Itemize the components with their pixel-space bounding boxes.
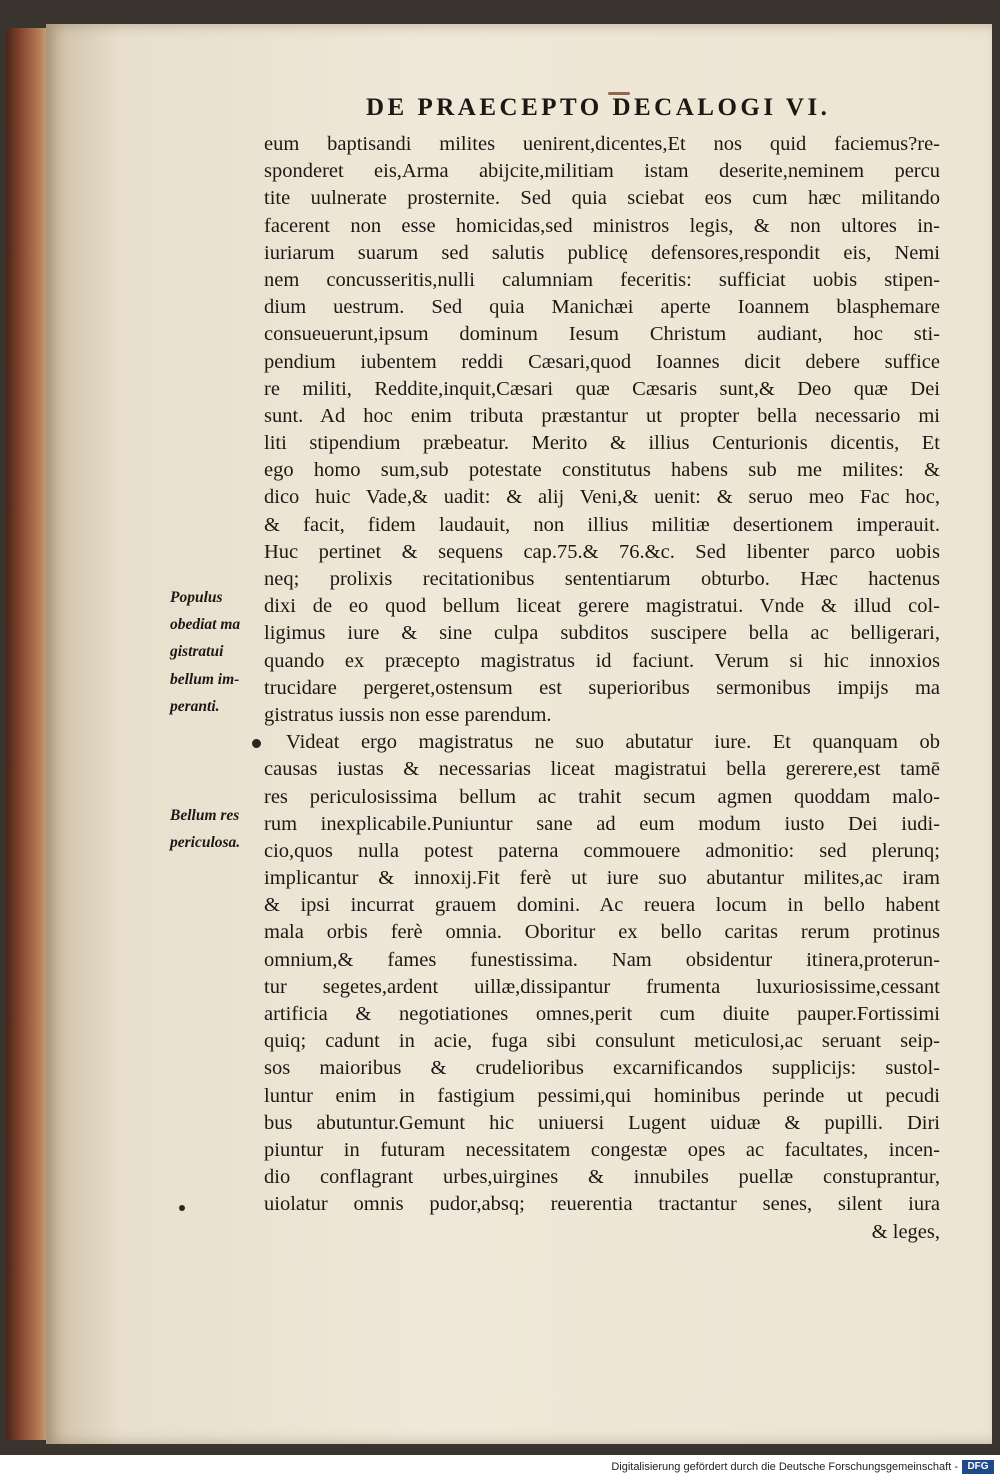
body-text — [264, 131, 940, 1246]
text-line: artificia & negotiationes omnes,perit cum diuite pauper.Fortissimi — [264, 1003, 940, 1025]
text-line: re militi, Reddite,inquit,Cæsari quæ Cæsaris sunt,& Deo quæ Dei — [264, 377, 940, 400]
text-line: iuriarum suarum sed salutis publicę defensores,respondit eis, Nemi — [264, 241, 940, 264]
text-line: dico huic Vade,& uadit: & alij Veni,& uenit: & seruo meo Fac hoc, — [264, 486, 940, 509]
text-line: causas iustas & necessarias liceat magistratui bella gererere,est tamē — [264, 758, 940, 781]
text-line: implicantur & innoxij.Fit ferè ut iure suo abutantur milites,ac iram — [264, 867, 940, 890]
text-line: neq; prolixis recitationibus sententiarum obturbo. Hæc hactenus — [264, 568, 940, 590]
margin-note: peranti. — [170, 698, 220, 715]
text-line: & facit, fidem laudauit, non illius militiæ desertionem imperauit. — [264, 513, 940, 536]
text-line: ligimus iure & sine culpa subditos suscipere bella ac belligerari, — [264, 622, 940, 645]
text-line: liti stipendium præbeatur. Merito & illius Centurionis dicentis, Et — [264, 432, 940, 455]
text-line: sponderet eis,Arma abijcite,militiam istam deserite,neminem percu — [264, 160, 940, 183]
margin-note: periculosa. — [170, 834, 241, 851]
text-line: consueuerunt,ipsum dominum Iesum Christum audiant, hoc sti- — [264, 323, 940, 346]
text-line: dium uestrum. Sed quia Manichæi aperte Ioannem blasphemare — [264, 296, 940, 319]
margin-note: bellum im- — [170, 671, 240, 688]
ink-dot-icon — [179, 1205, 185, 1211]
text-line: nem concusseritis,nulli calumniam feceritis: sufficiat uobis stipen- — [264, 268, 940, 291]
text-line: dio conflagrant urbes,uirgines & innubiles puellæ constuprantur, — [264, 1166, 940, 1189]
text-line: mala orbis ferè omnia. Oboritur ex bello caritas rerum protinus — [264, 921, 940, 944]
text-line: quando ex præcepto magistratus id faciunt. Verum si hic innoxios — [264, 649, 940, 672]
text-line: dixi de eo quod bellum liceat gerere magistratui. Vnde & illud col- — [264, 595, 940, 618]
text-line: & leges, — [871, 1220, 940, 1243]
text-line: Videat ergo magistratus ne suo abutatur iure. Et quanquam ob — [286, 731, 940, 754]
text-line: res periculosissima bellum ac trahit secum agmen quoddam malo- — [264, 785, 940, 808]
text-line: sunt. Ad hoc enim tributa præstantur ut propter bella necessario mi — [264, 404, 940, 427]
text-line: & ipsi incurrat grauem domini. Ac reuera locum in bello habent — [264, 894, 940, 917]
dfg-logo-icon: DFG — [962, 1460, 994, 1474]
margin-note: obediat ma — [170, 616, 241, 633]
text-line: ego homo sum,sub potestate constitutus habens sub me milites: & — [264, 459, 940, 482]
text-line: Huc pertinet & sequens cap.75.& 76.&c. Sed libenter parco uobis — [264, 540, 940, 563]
text-line: omnium,& fames funestissima. Nam obsidentur itinera,proterun- — [264, 948, 940, 971]
dfg-credit-text: Digitalisierung gefördert durch die Deutsche Forschungsgemeinschaft - — [611, 1461, 958, 1473]
text-line: bus abutuntur.Gemunt hic uniuersi Lugent uiduæ & pupilli. Diri — [264, 1111, 940, 1134]
margin-note: gistratui — [170, 643, 224, 660]
text-line: facerent non esse homicidas,sed ministros legis, & non ultores in- — [264, 214, 940, 237]
text-line: cio,quos nulla potest paterna commouere admonitio: sed plerunq; — [264, 839, 940, 862]
text-line: uiolatur omnis pudor,absq; reuerentia tractantur senes, silent iura — [264, 1193, 940, 1216]
text-line: tur segetes,ardent uillæ,dissipantur frumenta luxuriosissime,cessant — [264, 975, 940, 998]
text-line: gistratus iussis non esse parendum. — [264, 703, 552, 726]
text-line: trucidare pergeret,ostensum est superioribus sermonibus impijs ma — [264, 676, 940, 699]
pilcrow-mark-icon — [252, 739, 261, 748]
text-line: piuntur in futuram necessitatem congestæ opes ac facultates, incen- — [264, 1138, 940, 1161]
text-line: rum inexplicabile.Puniuntur sane ad eum modum iusto Dei iudi- — [264, 812, 940, 835]
running-head: DE PRAECEPTO DECALOGI VI. — [366, 94, 831, 121]
text-line: luntur enim in fastigium pessimi,qui hominibus perinde ut pecudi — [264, 1084, 940, 1107]
text-line: pendium iubentem reddi Cæsari,quod Ioannes dicit debere suffice — [264, 350, 940, 373]
text-line: tite uulnerate prosternite. Sed quia sciebat eos cum hæc militando — [264, 187, 940, 210]
text-line: quiq; cadunt in acie, fuga sibi consulunt meticulosi,ac seruant seip- — [264, 1030, 940, 1053]
footer-bar — [0, 1455, 1000, 1480]
text-line: sos maioribus & crudelioribus excarnificandos supplicijs: sustol- — [264, 1057, 940, 1080]
margin-note: Populus — [170, 589, 223, 606]
margin-note: Bellum res — [170, 807, 240, 824]
text-line: eum baptisandi milites uenirent,dicentes,Et nos quid faciemus?re- — [264, 133, 940, 155]
